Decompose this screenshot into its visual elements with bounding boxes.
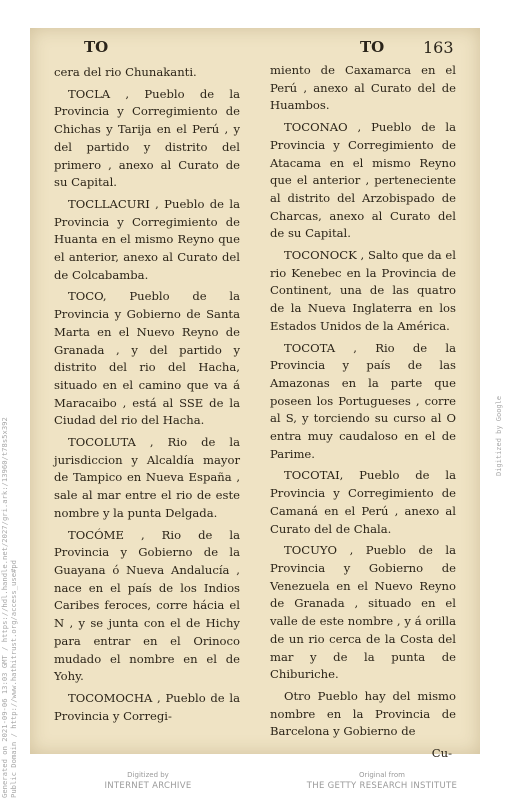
getty-institute-label: THE GETTY RESEARCH INSTITUTE [306,781,458,791]
footer-digitized-by [48,770,248,792]
digitized-by-label: Digitized by [127,771,169,779]
page-number: 163 [423,38,454,57]
public-domain-stamp-line: Public Domain / http://www.hathitrust.org/access_use#pd [8,560,18,798]
entry-paragraph: Otro Pueblo hay del mismo nombre en la Provincia de Barcelona y Gobierno de [270,688,456,739]
entry-paragraph: TOCUYO , Pueblo de la Provincia y Gobierno de Venezuela en el Nuevo Reyno de Granada , situado en el valle de este nombre , y á orilla de un rio cerca de la Costa del mar y de la punta de Chiburiche. [270,543,456,682]
right-column [270,62,456,763]
entry-paragraph: TOCOTA , Rio de la Provincia y país de las Amazonas en la parte que poseen los Portugueses , corre al S, y torciendo su curso al O entra muy caudaloso en el de Parime. [270,340,456,461]
entry-paragraph: TOCOMOCHA , Pueblo de la Provincia y Corregi- [54,690,240,723]
entry-paragraph: TOCO, Pueblo de la Provincia y Gobierno de Santa Marta en el Nuevo Reyno de Granada , y del partido y distrito del rio del Hacha, situado en el camino que va á Maracaibo , está al SSE de la Ciudad del rio del Hacha. [54,289,240,428]
running-head-right: TO [360,38,385,56]
entry-paragraph: TOCLLACURI , Pueblo de la Provincia y Corregimiento de Huanta en el mismo Reyno que el anterior, anexo al Curato del de Colcabamba. [54,196,240,282]
catchword: Cu- [431,746,452,761]
generated-stamp-line: Generated on 2021-09-06 13:03 GMT / https://hdl.handle.net/2027/gri.ark:/13960/t78s5x392 [0,417,9,798]
entry-paragraph: miento de Caxamarca en el Perú , anexo al Curato del de Huambos. [270,63,456,113]
left-column [54,64,240,729]
entry-paragraph: TOCLA , Pueblo de la Provincia y Corregimiento de Chichas y Tarija en el Perú , y del partido y distrito del primero , anexo al Curato de su Capital. [54,86,240,190]
entry-paragraph: TOCONOCK , Salto que da el rio Kenebec en la Provincia de Continent, una de las quatro de la Nueva Inglaterra en los Estados Unidos de la América. [270,248,456,333]
footer-original-from [282,770,482,792]
internet-archive-label: INTERNET ARCHIVE [104,781,192,791]
running-head-left: TO [84,38,109,56]
entry-paragraph: TOCOTAI, Pueblo de la Provincia y Corregimiento de Camaná en el Perú , anexo al Curato del de Chala. [270,468,456,536]
hathitrust-stamp [0,417,27,800]
entry-paragraph: TOCONAO , Pueblo de la Provincia y Corregimiento de Atacama en el mismo Reyno que el anterior , perteneciente al distrito del Arzobispado de Charcas, anexo al Curato del de su Capital. [270,120,456,241]
book-page [30,28,480,761]
google-stamp [495,358,509,478]
google-stamp-text: Digitized by Google [495,395,503,476]
entry-paragraph: TOCOLUTA , Rio de la jurisdiccion y Alcaldía mayor de Tampico en Nueva España , sale al mar entre el rio de este nombre y la punta Delgada. [54,435,240,520]
entry-paragraph: cera del rio Chunakanti. [54,65,197,79]
original-from-label: Original from [359,771,405,779]
entry-paragraph: TOCÓME , Rio de la Provincia y Gobierno de la Guayana ó Nueva Andalucía , nace en el país de los Indios Caribes feroces, corre hácia el N , y se junta con el de Hichy para entrar en el Orinoco mudado el nombre en el de Yohy. [54,527,240,684]
